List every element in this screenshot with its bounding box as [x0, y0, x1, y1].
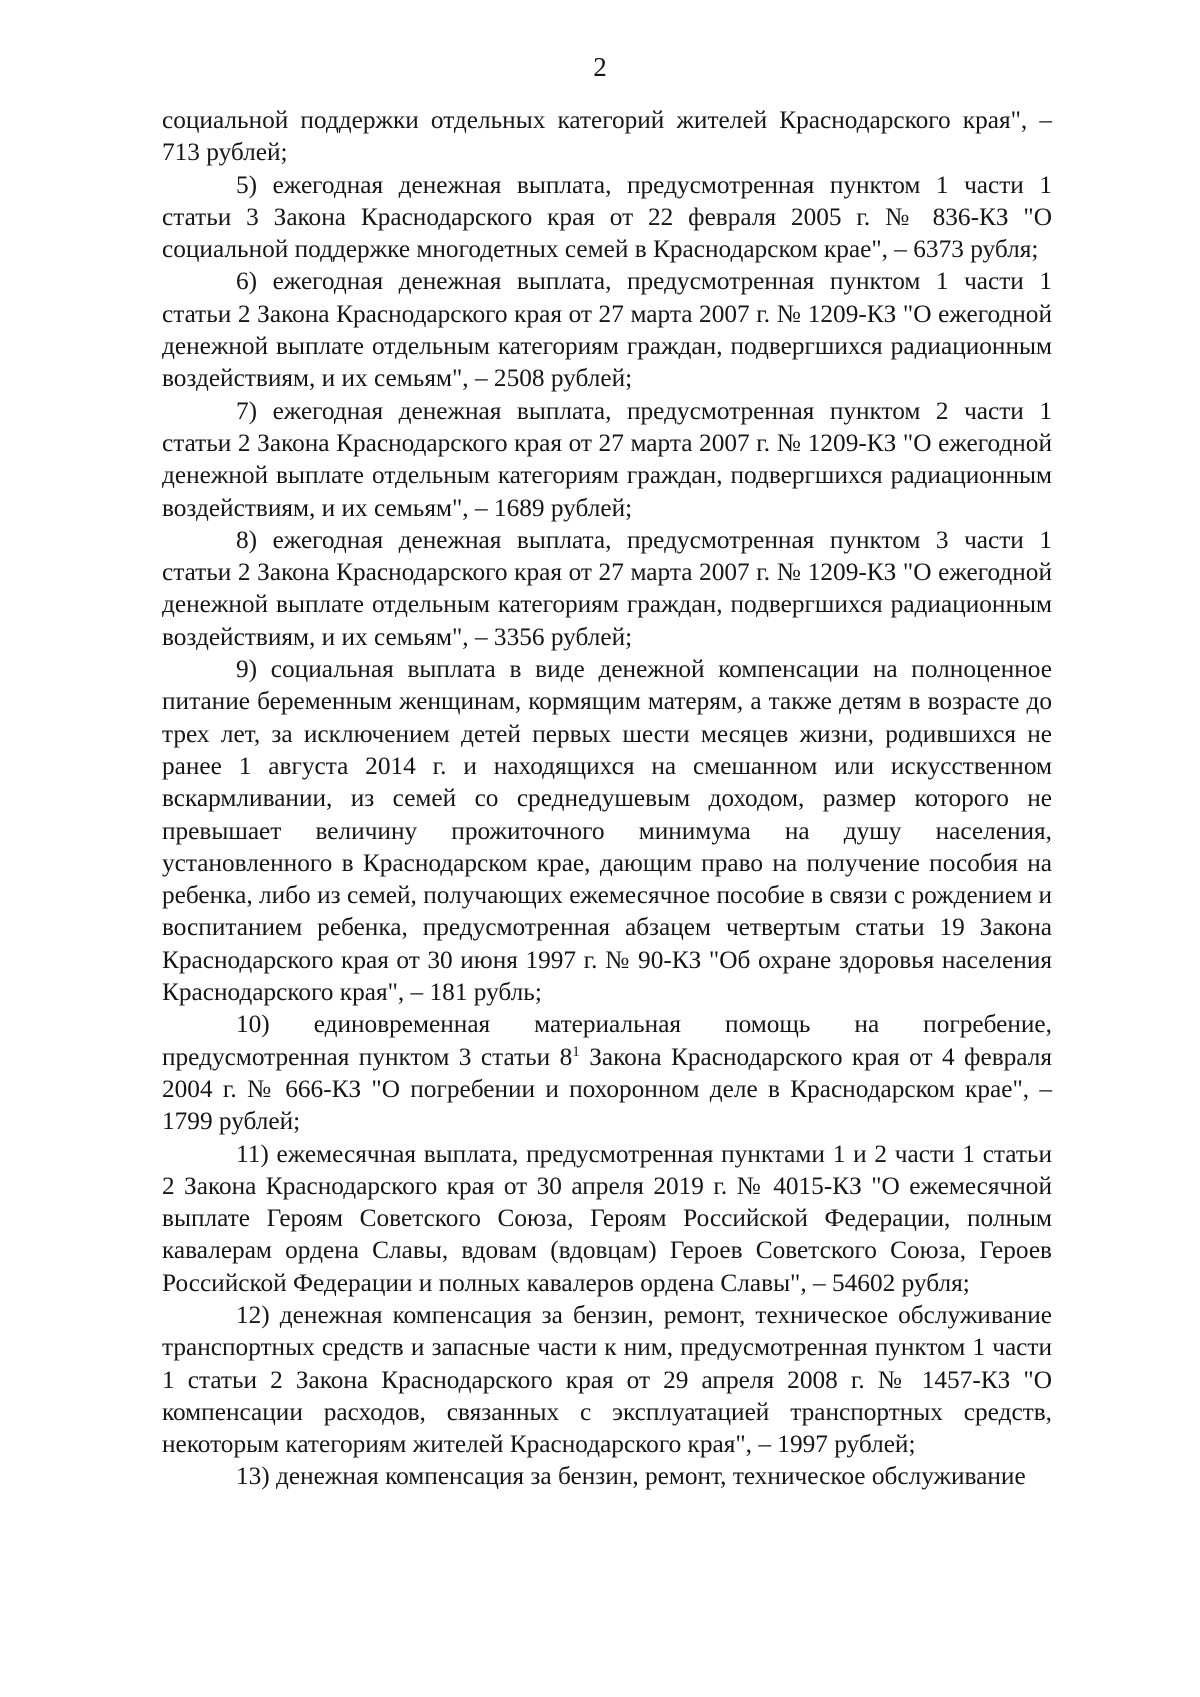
- list-item-8: 8) ежегодная денежная выплата, предусмотренная пунктом 3 части 1 статьи 2 Закона Краснодарского края от 27 марта 2007 г. № 1209-КЗ "О ежегодной денежной выплате отдельным категориям граждан, подвергшихся радиационным воздействиям, и их семьям", – 3356 рублей;: [162, 525, 1052, 651]
- list-item-10: [162, 1008, 1052, 1137]
- list-item-13: 13) денежная компенсация за бензин, ремонт, техническое обслуживание: [236, 1462, 1026, 1491]
- article-superscript: 1: [572, 1043, 580, 1060]
- list-item-10-text-end: Закона Краснодарского края от 4 февраля 2004 г. № 666-КЗ "О погребении и похоронном деле в Краснодарском крае", – 1799 рублей;: [162, 1042, 1053, 1136]
- list-item-12: 12) денежная компенсация за бензин, ремонт, техническое обслуживание транспортных средств и запасные части к ним, предусмотренная пунктом 1 части 1 статьи 2 Закона Краснодарского края от 29 апреля 2008 г. № 1457-КЗ "О компенсации расходов, связанных с эксплуатацией транспортных средств, некоторым категориям жителей Краснодарского края", – 1997 рублей;: [162, 1300, 1052, 1459]
- list-item-7: 7) ежегодная денежная выплата, предусмотренная пунктом 2 части 1 статьи 2 Закона Краснодарского края от 27 марта 2007 г. № 1209-КЗ "О ежегодной денежной выплате отдельным категориям граждан, подвергшихся радиационным воздействиям, и их семьям", – 1689 рублей;: [162, 396, 1052, 522]
- list-item-9: 9) социальная выплата в виде денежной компенсации на полноценное питание беременным женщинам, кормящим матерям, а также детям в возрасте до трех лет, за исключением детей первых шести месяцев жизни, родившихся не ранее 1 августа 2014 г. и находящихся на смешанном или искусственном вскармливании, из семей со среднедушевым доходом, размер которого не превышает величину прожиточного минимума на душу населения, установленного в Краснодарском крае, дающим право на получение пособия на ребенка, либо из семей, получающих ежемесячное пособие в связи с рождением и воспитанием ребенка, предусмотренная абзацем четвертым статьи 19 Закона Краснодарского края от 30 июня 1997 г. № 90-КЗ "Об охране здоровья населения Краснодарского края", – 181 рубль;: [162, 655, 1052, 1007]
- list-item-10-text-start: 10) единовременная материальная помощь на погребение, предусмотренная пунктом 3 статьи 8: [162, 1010, 1052, 1071]
- list-item-5: 5) ежегодная денежная выплата, предусмотренная пунктом 1 части 1 статьи 3 Закона Краснодарского края от 22 февраля 2005 г. № 836-КЗ "О социальной поддержке многодетных семей в Краснодарском крае", – 6373 рубля;: [162, 170, 1052, 264]
- list-item-6: 6) ежегодная денежная выплата, предусмотренная пунктом 1 части 1 статьи 2 Закона Краснодарского края от 27 марта 2007 г. № 1209-КЗ "О ежегодной денежной выплате отдельным категориям граждан, подвергшихся радиационным воздействиям, и их семьям", – 2508 рублей;: [162, 267, 1052, 393]
- page-number: 2: [593, 52, 607, 82]
- document-body: [162, 104, 1052, 1493]
- continuation-paragraph: социальной поддержки отдельных категорий жителей Краснодарского края", – 713 рублей;: [162, 106, 1052, 167]
- list-item-11: 11) ежемесячная выплата, предусмотренная пунктами 1 и 2 части 1 статьи 2 Закона Краснодарского края от 30 апреля 2019 г. № 4015-КЗ "О ежемесячной выплате Героям Советского Союза, Героям Российской Федерации, полным кавалерам ордена Славы, вдовам (вдовцам) Героев Советского Союза, Героев Российской Федерации и полных кавалеров ордена Славы", – 54602 рубля;: [162, 1139, 1052, 1297]
